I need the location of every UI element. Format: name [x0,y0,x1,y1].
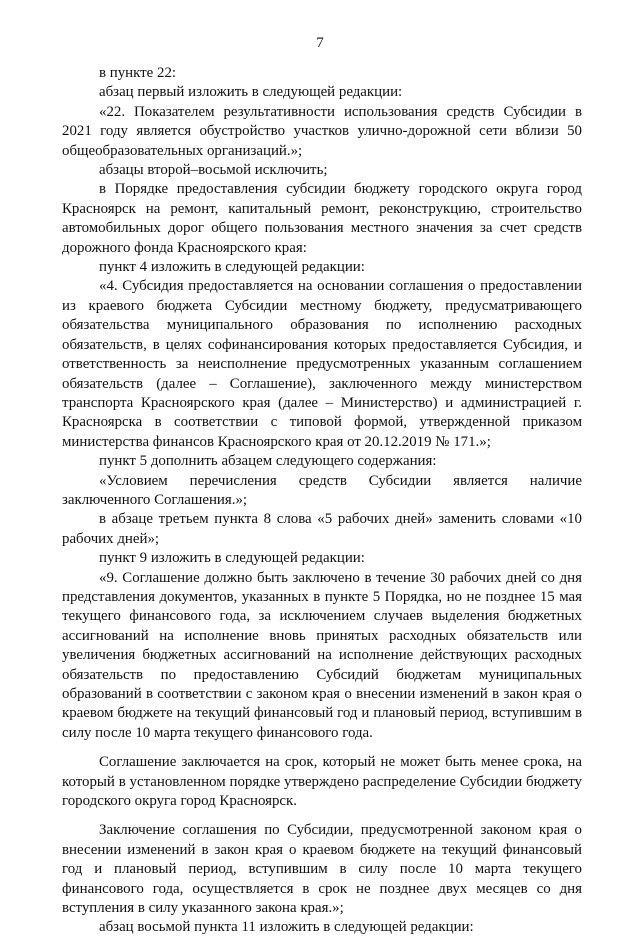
paragraph: абзацы второй–восьмой исключить; [99,162,328,179]
paragraph: «22. Показателем результативности использования средств Субсидии в 2021 году является обустройство участков улично-дорожной сети вблизи 50 общеобразовательных организаций.»; [62,103,582,159]
paragraph: абзац восьмой пункта 11 изложить в следующей редакции: [99,919,474,936]
paragraph: абзац первый изложить в следующей редакции: [99,84,403,101]
paragraph: в Порядке предоставления субсидии бюджету городского округа город Красноярск на ремонт, капитальный ремонт, реконструкцию, строительство автомобильных дорог общего пользования местного значения за счет средств дорожного фонда Красноярского края: [62,181,582,256]
paragraph: в абзаце третьем пункта 8 слова «5 рабочих дней» заменить словами «10 рабочих дней»; [62,511,582,547]
paragraph: Соглашение заключается на срок, который не может быть менее срока, на который в установленном порядке утверждено распределение Субсидии бюджету городского округа город Красноярск. [62,754,582,810]
paragraph: пункт 9 изложить в следующей редакции: [99,550,365,567]
paragraph: «4. Субсидия предоставляется на основании соглашения о предоставлении из краевого бюджета Субсидии местному бюджету, предусматривающего обязательства муниципального образования по исполнению расходных обязательств, в целях софинансирования которых предоставляется Субсидия, и ответственность за неисполнение предусмотренных указанным соглашением обязательств (далее – Соглашение), заключенного между министерством транспорта Красноярского края (далее – Министерство) и администрацией г. Красноярска в соответствии с типовой формой, утвержденной приказом министерства финансов Красноярского края от 20.12.2019 № 171.»; [62,278,582,450]
page-number: 7 [316,35,324,51]
paragraph: Заключение соглашения по Субсидии, предусмотренной законом края о внесении изменений в закон края о краевом бюджете на текущий финансовый год и плановый период, вступившим в силу после 10 марта текущего финансового года, осуществляется в срок не позднее двух месяцев со дня вступления в силу указанного закона края.»; [62,822,582,917]
paragraph: «Условием перечисления средств Субсидии является наличие заключенного Соглашения.»; [62,472,582,508]
paragraph: пункт 5 дополнить абзацем следующего содержания: [99,453,437,470]
document-body [62,64,582,938]
paragraph: пункт 4 изложить в следующей редакции: [99,259,365,276]
paragraph: «9. Соглашение должно быть заключено в течение 30 рабочих дней со дня представления документов, указанных в пункте 5 Порядка, но не позднее 15 мая текущего финансового года, за исключением случаев выделения бюджетных ассигнований на исполнение вновь принятых расходных обязательств или увеличения бюджетных ассигнований на исполнение действующих расходных обязательств по предоставлению Субсидий бюджетам муниципальных образований в соответствии с законом края о внесении изменений в закон края о краевом бюджете на текущий финансовый год и плановый период, вступившим в силу после 10 марта текущего финансового года. [62,569,582,741]
paragraph: в пункте 22: [99,65,177,81]
